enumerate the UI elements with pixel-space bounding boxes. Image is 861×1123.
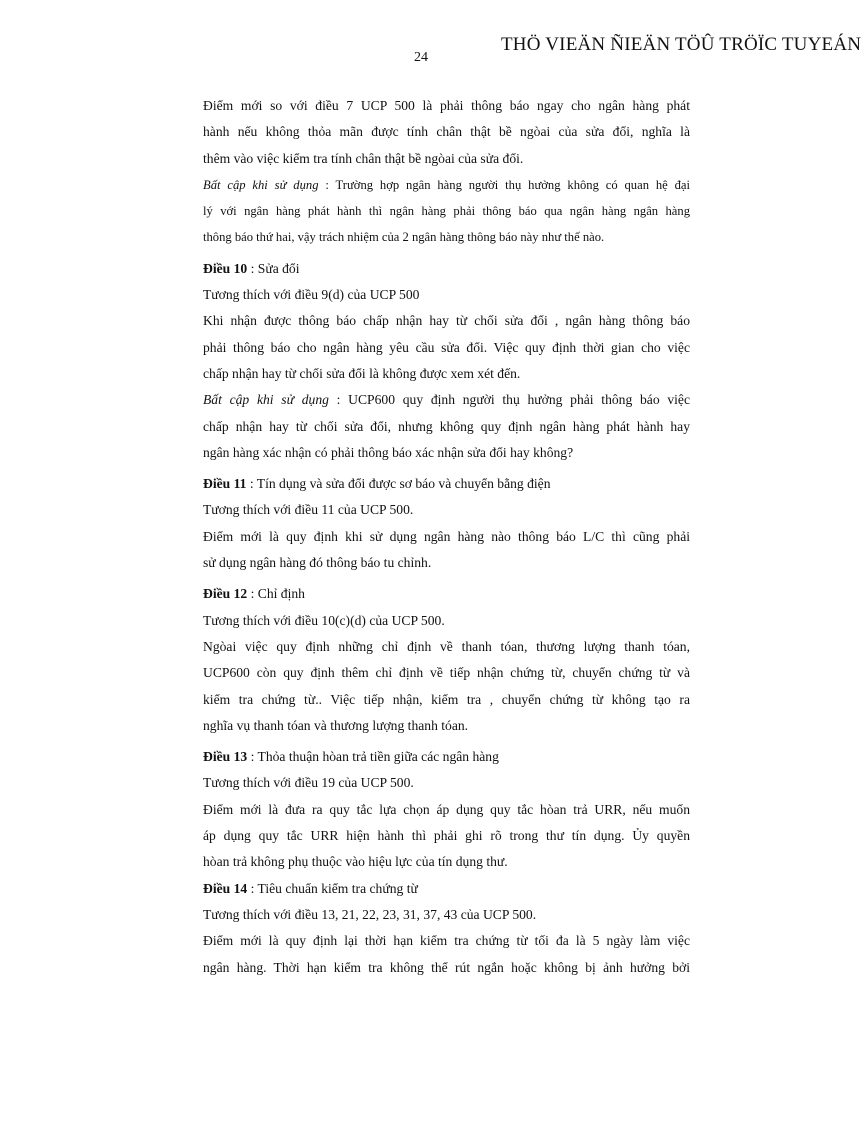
text-line [203,471,690,497]
text-line [203,256,690,282]
text-line: Tương thích với điều 9(d) của UCP 500 [203,287,420,303]
text-line: nghĩa vụ thanh tóan và thương lượng thanh tóan. [203,717,469,733]
article-title: : Tiêu chuẩn kiểm tra chứng từ [247,880,418,896]
page-number: 24 [414,50,428,65]
text-line: hành nếu không thỏa mãn được tính chân thật bề ngòai của sửa đổi, nghĩa là [203,124,690,140]
library-watermark: THÖ VIEÄN ÑIEÄN TÖÛ TRÖÏC TUYEÁN [501,34,861,55]
text-line: chấp nhận hay từ chối sửa đổi là không được xem xét đến. [203,365,521,381]
text-line: kiểm tra chứng từ.. Việc tiếp nhận, kiểm tra , chuyển chứng từ không tạo ra [203,691,690,707]
paragraph [203,172,690,251]
paragraph [203,282,690,308]
text-line: sử dụng ngân hàng đó thông báo tu chỉnh. [203,555,432,571]
article-number: Điều 10 [203,260,248,276]
text-run: : UCP600 quy định người thụ hưởng phải thông báo việc [328,392,690,408]
text-line: phải thông báo cho ngân hàng yêu cầu sửa đổi. Việc quy định thời gian cho việc [203,339,690,355]
article-number: Điều 12 [203,586,248,602]
text-line: Tương thích với điều 10(c)(d) của UCP 500. [203,612,445,628]
article-heading [203,744,690,770]
text-line: lý với ngân hàng phát hành thì ngân hàng phải thông báo qua ngân hàng ngân hàng [203,204,690,219]
text-line: Tương thích với điều 11 của UCP 500. [203,502,414,518]
article-heading [203,471,690,497]
article-heading [203,876,690,902]
paragraph [203,928,690,981]
article-number: Điều 14 [203,880,248,896]
paragraph [203,770,690,796]
text-line [203,744,690,770]
text-line: ngân hàng. Thời hạn kiểm tra không thể rút ngắn hoặc không bị ảnh hưởng bởi [203,959,690,975]
article-title: : Sửa đổi [247,260,300,276]
paragraph [203,497,690,523]
paragraph [203,902,690,928]
article-number: Điều 13 [203,749,248,765]
paragraph [203,387,690,466]
paragraph [203,797,690,876]
text-line: Khi nhận được thông báo chấp nhận hay từ chối sửa đổi , ngân hàng thông báo [203,313,690,329]
text-line [203,581,690,607]
text-line: áp dụng quy tắc URR hiện hành thì phải ghi rõ trong thư tín dụng. Ủy quyền [203,828,690,844]
text-line: Điểm mới là quy định lại thời hạn kiểm tra chứng từ tối đa là 5 ngày làm việc [203,933,690,949]
paragraph [203,634,690,739]
text-line: chấp nhận hay từ chối sửa đổi, nhưng không quy định ngân hàng phát hành hay [203,418,690,434]
text-line [203,387,690,413]
paragraph [203,93,690,172]
article-heading [203,581,690,607]
article-title: : Thỏa thuận hòan trả tiền giữa các ngân hàng [247,749,499,765]
text-line: Tương thích với điều 19 của UCP 500. [203,775,414,791]
article-title: : Chỉ định [247,586,305,602]
text-line: thêm vào việc kiểm tra tính chân thật bề ngòai của sửa đổi. [203,150,524,166]
text-line: Tương thích với điều 13, 21, 22, 23, 31, 37, 43 của UCP 500. [203,906,537,922]
text-line: Điểm mới so với điều 7 UCP 500 là phải thông báo ngay cho ngân hàng phát [203,98,690,113]
text-line [203,876,690,902]
text-line [203,172,690,198]
text-line: Điểm mới là quy định khi sử dụng ngân hàng nào thông báo L/C thì cũng phải [203,528,690,544]
article-title: : Tín dụng và sửa đổi được sơ báo và chuyển bằng điện [246,476,551,492]
article-heading [203,256,690,282]
text-run: : Trường hợp ngân hàng người thụ hưởng không có quan hệ đại [318,177,690,192]
text-line: Ngòai việc quy định những chỉ định về thanh tóan, thương lượng thanh tóan, [203,638,690,654]
italic-lead: Bất cập khi sử dụng [203,177,319,192]
paragraph [203,524,690,577]
italic-lead: Bất cập khi sử dụng [203,392,329,408]
text-line: ngân hàng xác nhận có phải thông báo xác nhận sửa đổi hay không? [203,444,574,460]
paragraph [203,308,690,387]
text-line: Điểm mới là đưa ra quy tắc lựa chọn áp dụng quy tắc hòan trả URR, nếu muốn [203,801,690,817]
paragraph [203,608,690,634]
document-body [203,93,690,981]
text-line: thông báo thứ hai, vậy trách nhiệm của 2 ngân hàng thông báo này như thế nào. [203,230,605,245]
article-number: Điều 11 [203,476,247,492]
text-line: UCP600 còn quy định thêm chỉ định về tiếp nhận chứng từ, chuyển chứng từ và [203,665,690,681]
text-line: hòan trả không phụ thuộc vào hiệu lực của tín dụng thư. [203,854,508,870]
